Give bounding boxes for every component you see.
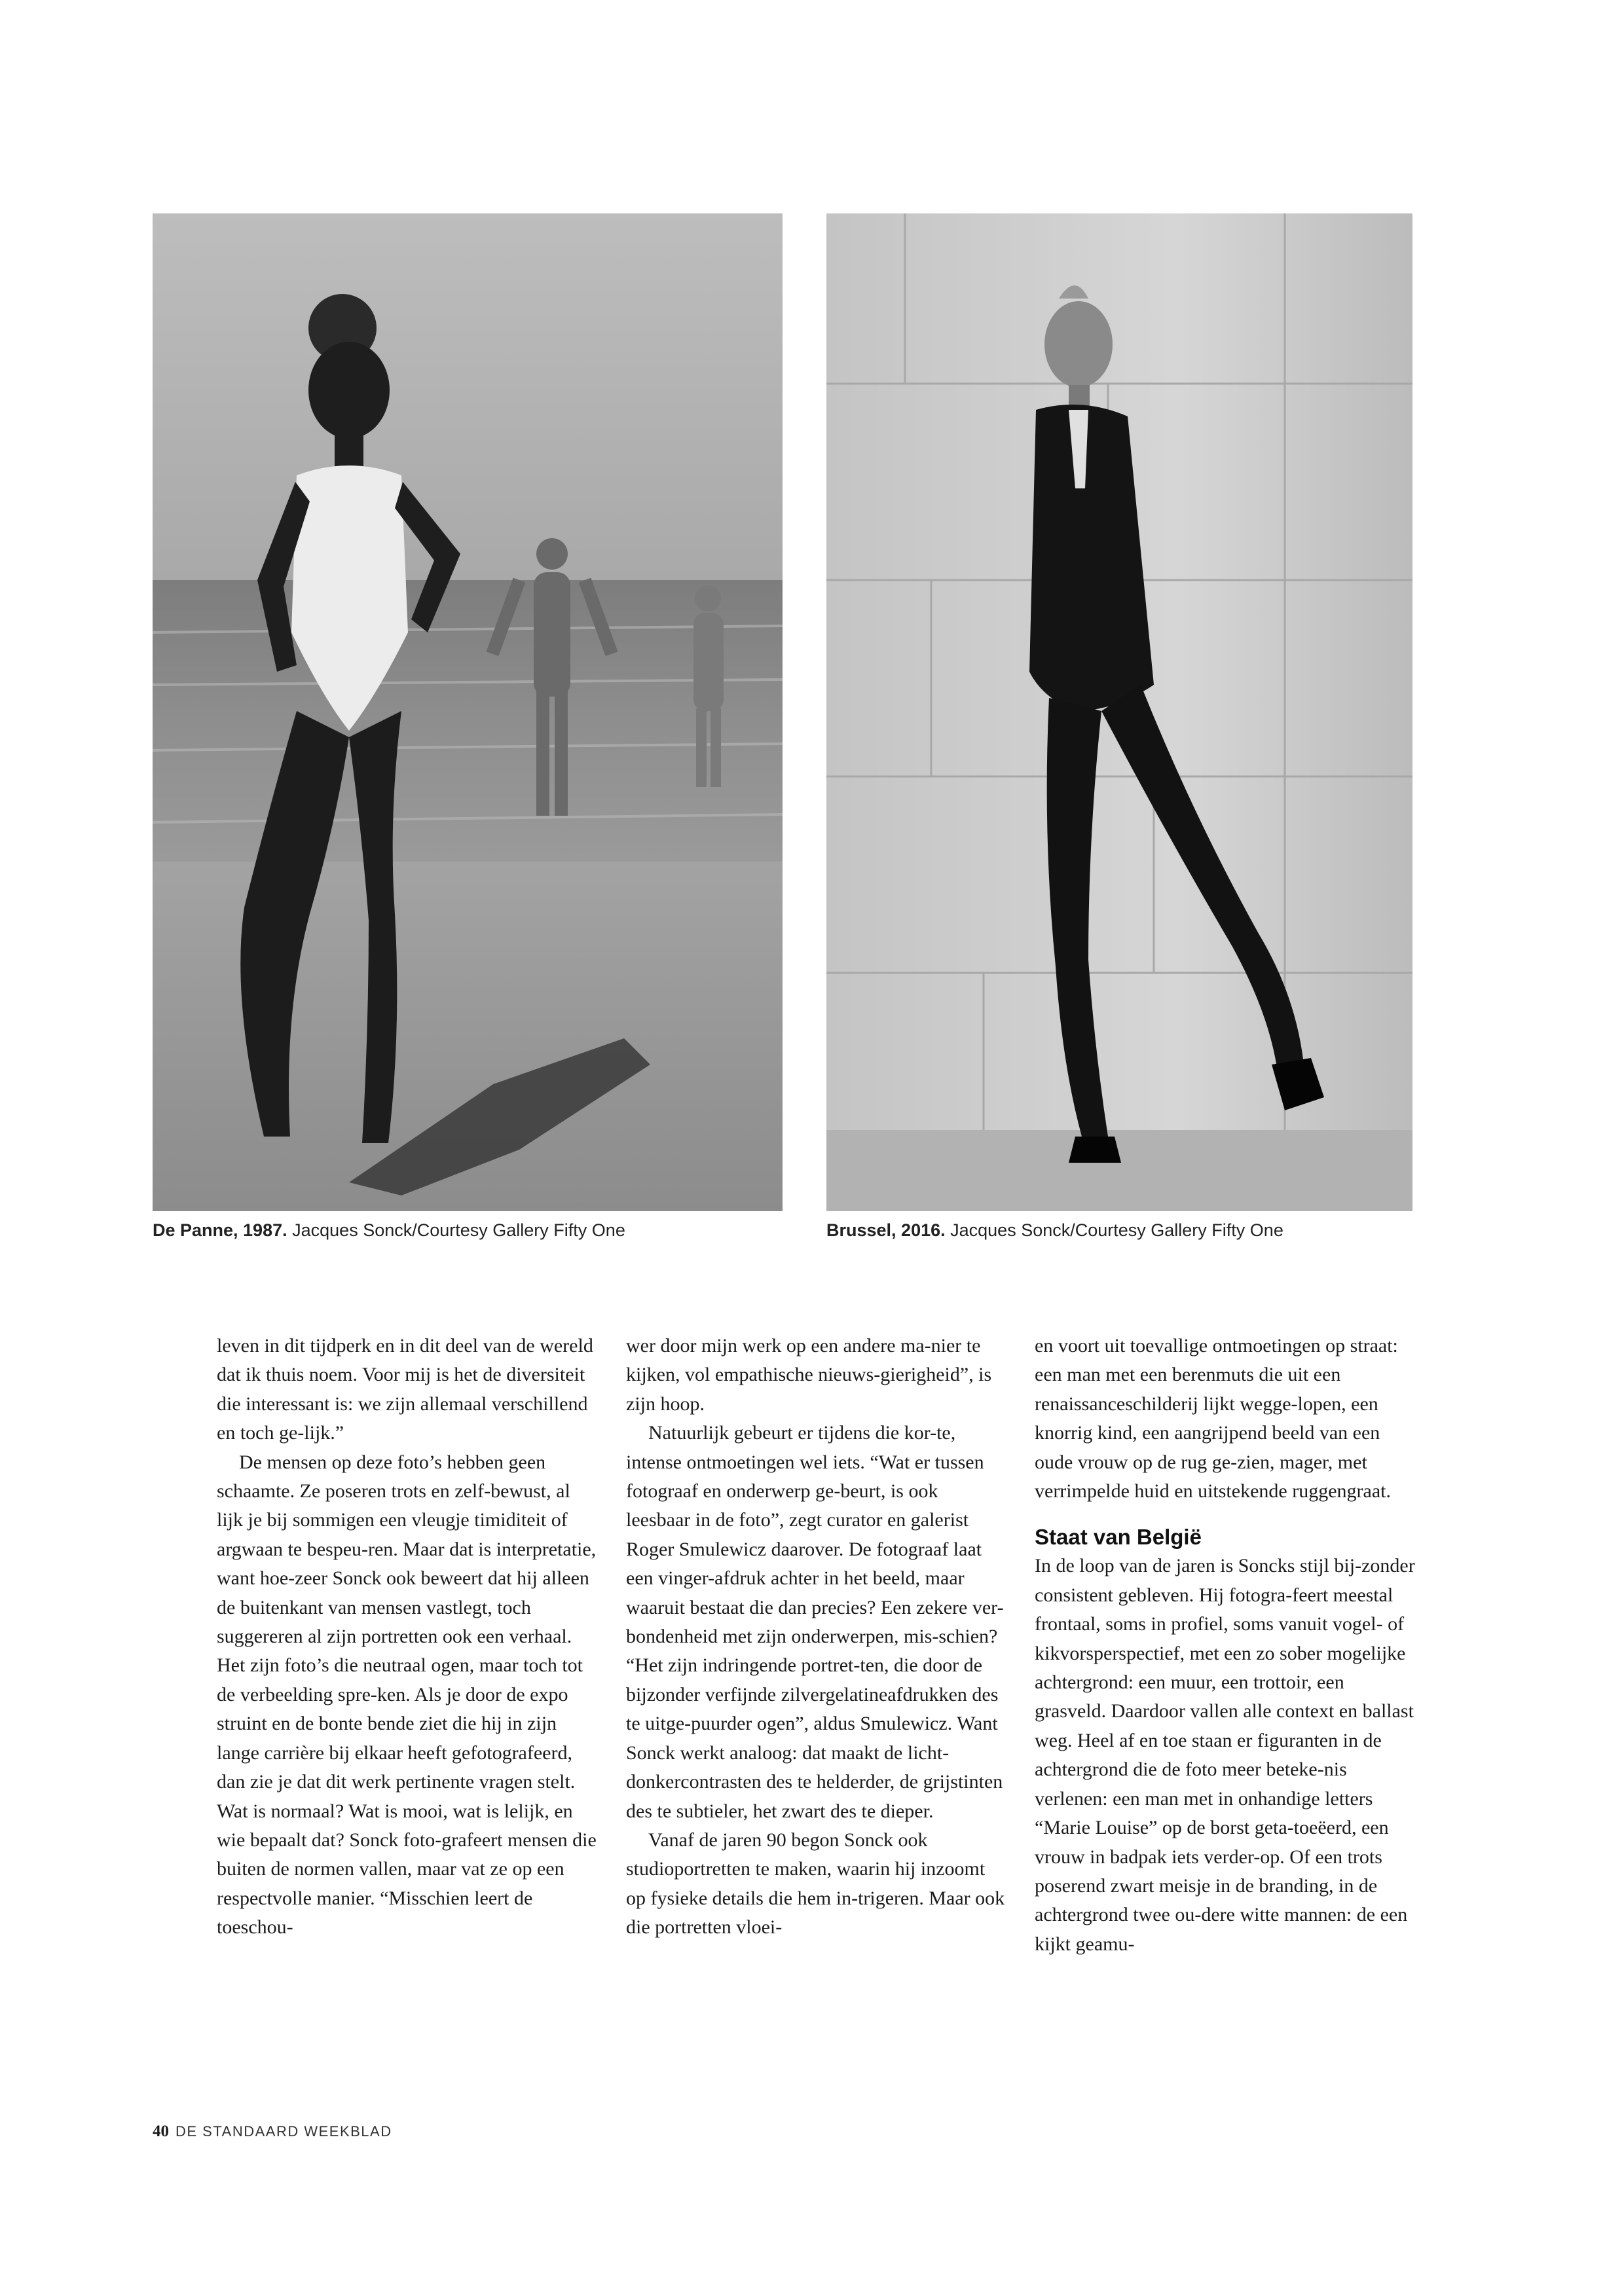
col2-paragraph-3: Vanaf de jaren 90 begon Sonck ook studioportretten te maken, waarin hij inzoomt op fysieke details die hem in-trigeren. Maar ook die portretten vloei- xyxy=(626,1829,1005,1939)
col2-paragraph-1: wer door mijn werk op een andere ma-nier te kijken, vol empathische nieuws-gierigheid”, is zijn hoop. xyxy=(626,1335,992,1415)
caption-left-credit: Jacques Sonck/Courtesy Gallery Fifty One xyxy=(287,1220,625,1240)
article-column-2 xyxy=(626,1332,1007,1942)
caption-right-photo xyxy=(826,1219,1283,1241)
page-footer xyxy=(153,2123,392,2141)
article-column-3 xyxy=(1035,1332,1416,1959)
col2-paragraph-2: Natuurlijk gebeurt er tijdens die kor-te, intense ontmoetingen wel iets. “Wat er tussen fotograaf en onderwerp ge-beurt, is ook leesbaar in de foto”, zegt curator en galerist Roger Smulewicz daarover. De fotograaf laat een vinger-afdruk achter in het beeld, maar waaruit bestaat die dan precies? Een zekere ver-bondenheid met zijn onderwerpen, mis-schien? “Het zijn indringende portret-ten, die door de bijzonder verfijnde zilvergelatineafdrukken des te uitge-puurder ogen”, aldus Smulewicz. Want Sonck werkt analoog: dat maakt de licht-donkercontrasten des te helderder, de grijstinten des te subtieler, het zwart des te dieper. xyxy=(626,1422,1004,1822)
col1-paragraph-1: leven in dit tijdperk en in dit deel van de wereld dat ik thuis noem. Voor mij is het de diversiteit die interessant is: we zijn allemaal verschillend en toch ge-lijk.” xyxy=(217,1335,593,1444)
col3-paragraph-1: en voort uit toevallige ontmoetingen op straat: een man met een berenmuts die uit een renaissanceschilderij lijkt wegge-lopen, een knorrig kind, een aangrijpend beeld van een oude vrouw op de rug ge-zien, mager, met verrimpelde huid en uitstekende ruggengraat. xyxy=(1035,1335,1398,1503)
photo-beach-de-panne xyxy=(153,213,783,1211)
caption-left-photo xyxy=(153,1219,625,1241)
caption-right-credit: Jacques Sonck/Courtesy Gallery Fifty One xyxy=(945,1220,1283,1240)
publication-name: DE STANDAARD WEEKBLAD xyxy=(175,2123,392,2140)
page-number: 40 xyxy=(153,2123,169,2140)
beach-photo-illustration xyxy=(153,213,783,1211)
col3-paragraph-2: In de loop van de jaren is Soncks stijl bij-zonder consistent gebleven. Hij fotogra-feert meestal frontaal, soms in profiel, soms vanuit vogel- of kikvorsperspectief, met een zo sober mogelijke achtergrond: een muur, een trottoir, een grasveld. Daardoor vallen alle context en ballast weg. Heel af en toe staan er figuranten in de achtergrond die de foto meer beteke-nis verlenen: een man met in onhandige letters “Marie Louise” op de borst geta-toeëerd, een vrouw in badpak iets verder-op. Of een trots poserend zwart meisje in de branding, in de achtergrond twee ou-dere witte mannen: de een kijkt geamu- xyxy=(1035,1555,1415,1955)
suit-photo-illustration xyxy=(826,213,1412,1211)
photo-man-suit-brussel xyxy=(826,213,1412,1211)
article-column-1 xyxy=(217,1332,598,1942)
caption-left-place-year: De Panne, 1987. xyxy=(153,1220,287,1240)
section-subheading: Staat van België xyxy=(1035,1525,1202,1550)
caption-right-place-year: Brussel, 2016. xyxy=(826,1220,946,1240)
col1-paragraph-2: De mensen op deze foto’s hebben geen schaamte. Ze poseren trots en zelf-bewust, al lijk je bij sommigen een vleugje timiditeit of argwaan te bespeu-ren. Maar dat is interpretatie, want hoe-zeer Sonck ook beweert dat hij alleen de buitenkant van mensen vastlegt, toch suggereren al zijn portretten ook een verhaal. Het zijn foto’s die neutraal ogen, maar toch tot de verbeelding spre-ken. Als je door de expo struint en de bonte bende ziet die hij in zijn lange carrière bij elkaar heeft gefotografeerd, dan zie je dat dit werk pertinente vragen stelt. Wat is normaal? Wat is mooi, wat is lelijk, en wie bepaalt dat? Sonck foto-grafeert mensen die buiten de normen vallen, maar vat ze op een respectvolle manier. “Misschien leert de toeschou- xyxy=(217,1451,597,1939)
